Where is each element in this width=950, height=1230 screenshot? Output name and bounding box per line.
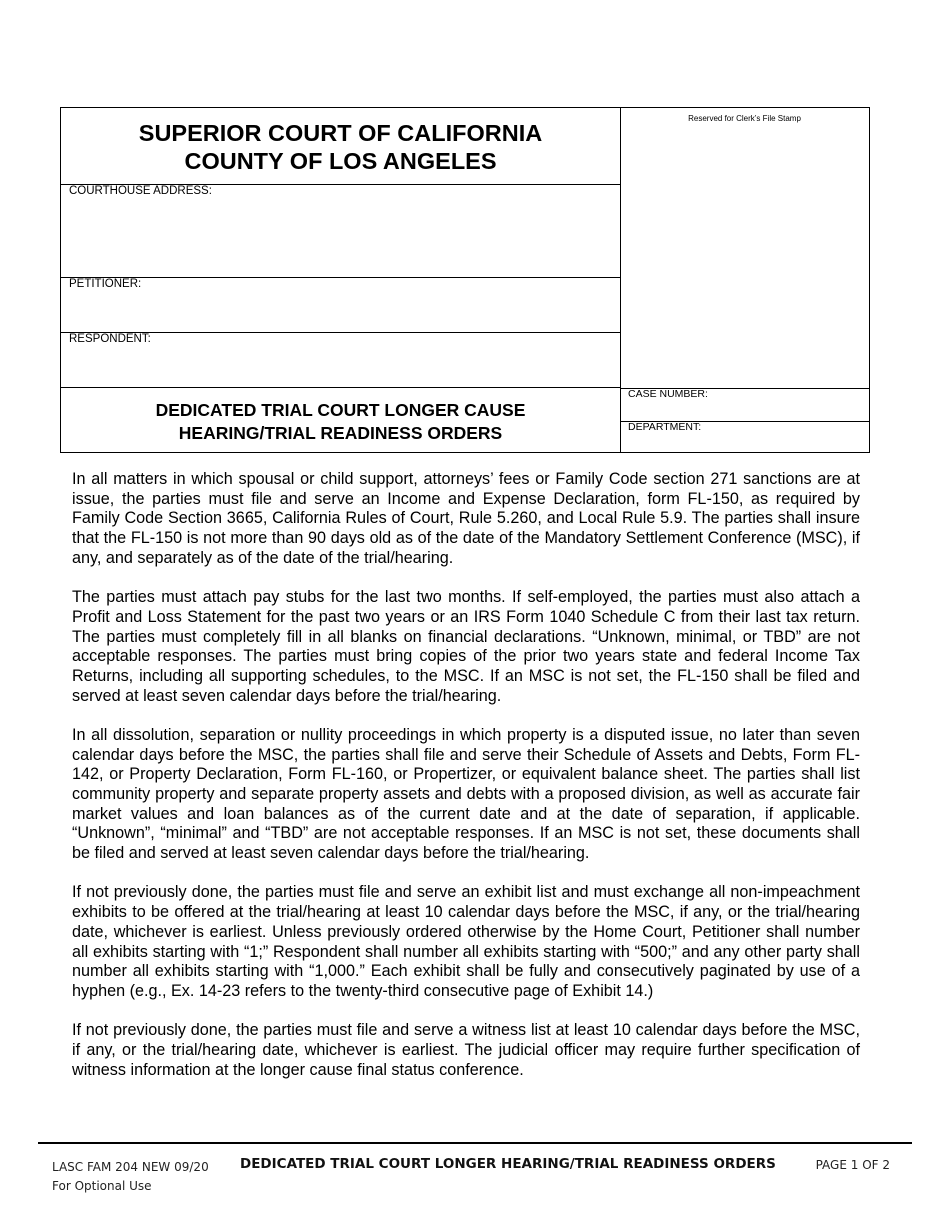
footer-title: DEDICATED TRIAL COURT LONGER HEARING/TRIAL READINESS ORDERS [240, 1156, 776, 1172]
case-number-label: CASE NUMBER: [628, 388, 708, 400]
court-name: SUPERIOR COURT OF CALIFORNIA [138, 120, 543, 146]
clerk-file-stamp-area [620, 108, 869, 389]
paragraph-income-expense: In all matters in which spousal or child support, attorneys’ fees or Family Code section 271 sanctions are at issue, the parties must file and serve an Income and Expense Declaration, form FL-150, as required by Family Code Section 3665, California Rules of Court, Rule 5.260, and Local Rule 5.9. The parties shall insure that the FL-150 is not more than 90 days old as of the date of the Mandatory Settlement Conference (MSC), if any, and separately as of the date of the trial/hearing. [72, 470, 860, 567]
paragraph-exhibits: If not previously done, the parties must file and serve an exhibit list and must exchange all non-impeachment exhibits to be offered at the trial/hearing at least 10 calendar days before the MSC, if any, or the trial/hearing date, whichever is earliest. Unless previously ordered otherwise by the Home Court, Petitioner shall number all exhibits starting with “1;” Respondent shall number all exhibits starting with “500;” and any other party shall number all exhibits starting with “1,000.” Each exhibit shall be fully and consecutively paginated by use of a hyphen (e.g., Ex. 14-23 refers to the twenty-third consecutive page of Exhibit 14.) [72, 883, 860, 1000]
respondent-field[interactable] [61, 333, 620, 388]
orders-body [72, 470, 860, 1100]
footer-form-info [52, 1158, 209, 1196]
clerk-stamp-label: Reserved for Clerk’s File Stamp [688, 114, 801, 123]
paragraph-property: In all dissolution, separation or nullity proceedings in which property is a disputed issue, no later than seven calendar days before the MSC, the parties shall file and serve their Schedule of Assets and Debts, Form FL-142, or Property Declaration, Form FL-160, or Propertizer, or equivalent balance sheet. The parties shall list community property and separate property assets and debts with a proposed division, as well as accurate fair market values and loan balances as of the current date and at the date of separation, if applicable. “Unknown”, “minimal” and “TBD” are not acceptable responses. If an MSC is not set, these documents shall be filed and served at least seven calendar days before the trial/hearing. [72, 725, 860, 863]
caption-left-column [61, 108, 621, 452]
courthouse-address-label: COURTHOUSE ADDRESS: [69, 185, 212, 197]
department-label: DEPARTMENT: [628, 421, 702, 433]
paragraph-witness-list: If not previously done, the parties must file and serve a witness list at least 10 calendar days before the MSC, if any, or the trial/hearing date, whichever is earliest. The judicial officer may require further specification of witness information at the longer cause final status conference. [72, 1021, 860, 1079]
petitioner-field[interactable] [61, 278, 620, 333]
footer-divider [38, 1142, 912, 1144]
order-title-line1: DEDICATED TRIAL COURT LONGER CAUSE [155, 400, 526, 420]
order-title [61, 388, 620, 453]
paragraph-pay-stubs: The parties must attach pay stubs for the last two months. If self-employed, the parties must also attach a Profit and Loss Statement for the past two years or an IRS Form 1040 Schedule C from their last tax return. The parties must completely fill in all blanks on financial declarations. “Unknown, minimal, or TBD” are not acceptable responses. The parties must bring copies of the prior two years state and federal Income Tax Returns, including all supporting schedules, to the MSC. If an MSC is not set, the FL-150 shall be filed and served at least seven calendar days before the trial/hearing. [72, 588, 860, 705]
order-title-line2: HEARING/TRIAL READINESS ORDERS [178, 423, 503, 443]
footer-form-id: LASC FAM 204 NEW 09/20 [52, 1160, 209, 1174]
department-field[interactable] [620, 421, 869, 453]
courthouse-address-field[interactable] [61, 185, 620, 278]
petitioner-label: PETITIONER: [69, 278, 142, 290]
footer-page-number: PAGE 1 OF 2 [815, 1158, 890, 1172]
caption-header-box [60, 107, 870, 453]
court-title [61, 108, 620, 185]
respondent-label: RESPONDENT: [69, 333, 151, 345]
caption-right-column [620, 108, 869, 452]
county-name: COUNTY OF LOS ANGELES [184, 148, 497, 174]
footer-optional-use: For Optional Use [52, 1179, 152, 1193]
case-number-field[interactable] [620, 388, 869, 422]
